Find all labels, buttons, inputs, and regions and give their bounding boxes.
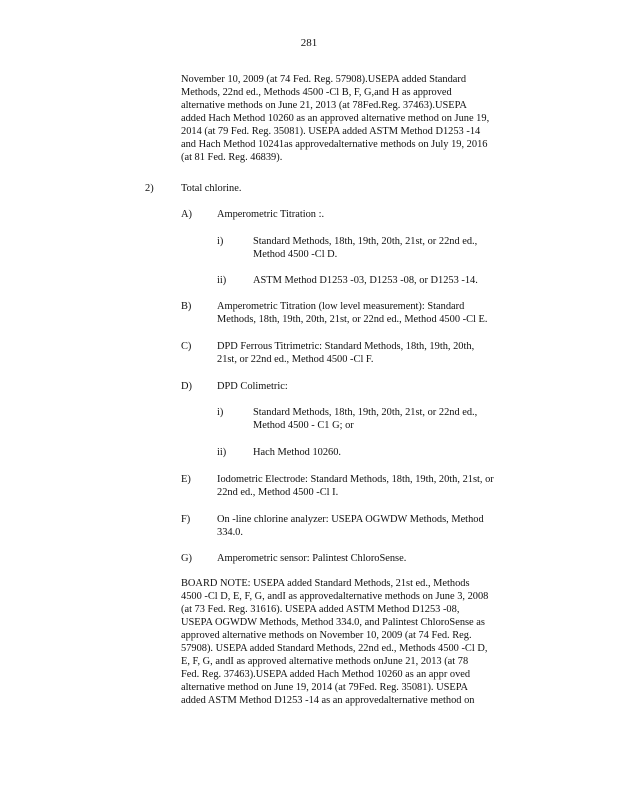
text-line: USEPA OGWDW Methods, Method 334.0, and Palintest ChloroSense as <box>181 617 485 628</box>
text-line: (at 81 Fed. Reg. 46839). <box>181 152 283 163</box>
text-line: Standard Methods, 18th, 19th, 20th, 21st, or 22nd ed., <box>253 236 478 247</box>
text-line: 21st, or 22nd ed., Method 4500 -Cl F. <box>217 354 374 365</box>
subsubitem-label: ii) <box>217 275 227 286</box>
text-line: Method 4500 - C1 G; or <box>253 420 354 431</box>
text-line: Fed. Reg. 37463).USEPA added Hach Method 10260 as an appr oved <box>181 669 471 680</box>
text-line: Methods, 22nd ed., Methods 4500 -Cl B, F, G,and H as approved <box>181 87 452 98</box>
text-line: alternative methods on June 21, 2013 (at 78Fed.Reg. 37463).USEPA <box>181 100 467 111</box>
text-line: added ASTM Method D1253 -14 as an approvedalternative method on <box>181 695 475 706</box>
text-line: and Hach Method 10241as approvedalternative methods on July 19, 2016 <box>181 139 488 150</box>
text-line: Methods, 18th, 19th, 20th, 21st, or 22nd ed., Method 4500 -Cl E. <box>217 314 488 325</box>
subitem-text: DPD Colimetric: <box>217 381 288 392</box>
item-title: Total chlorine. <box>181 183 242 194</box>
text-line: Method 4500 -Cl D. <box>253 249 338 260</box>
subsubitem-label: i) <box>217 407 224 418</box>
subitem-label: D) <box>181 381 192 392</box>
subitem-label: E) <box>181 474 191 485</box>
text-line: 2014 (at 79 Fed. Reg. 35081). USEPA added ASTM Method D1253 -14 <box>181 126 481 137</box>
subitem-label: F) <box>181 514 191 525</box>
text-line: Amperometric Titration (low level measurement): Standard <box>217 301 465 312</box>
subsubitem-label: i) <box>217 236 224 247</box>
text-line: approved alternative methods on November 10, 2009 (at 74 Fed. Reg. <box>181 630 472 641</box>
text-line: November 10, 2009 (at 74 Fed. Reg. 57908).USEPA added Standard <box>181 74 467 85</box>
text-line: alternative method on June 19, 2014 (at 79Fed. Reg. 35081). USEPA <box>181 682 469 693</box>
subitem-label: A) <box>181 209 192 220</box>
text-line: Iodometric Electrode: Standard Methods, 18th, 19th, 20th, 21st, or <box>217 474 494 485</box>
text-line: 4500 -Cl D, E, F, G, andI as approvedalternative methods on June 3, 2008 <box>181 591 489 602</box>
text-line: Standard Methods, 18th, 19th, 20th, 21st, or 22nd ed., <box>253 407 478 418</box>
subsubitem-label: ii) <box>217 447 227 458</box>
text-line: 22nd ed., Method 4500 -Cl I. <box>217 487 339 498</box>
page-number: 281 <box>300 37 318 49</box>
text-line: E, F, G, andI as approved alternative methods onJune 21, 2013 (at 78 <box>181 656 469 667</box>
text-line: On -line chlorine analyzer: USEPA OGWDW Methods, Method <box>217 514 484 525</box>
subitem-label: G) <box>181 553 192 564</box>
text-line: BOARD NOTE: USEPA added Standard Methods, 21st ed., Methods <box>181 578 470 589</box>
subitem-label: C) <box>181 341 192 352</box>
text-line: added Hach Method 10260 as an approved alternative method on June 19, <box>181 113 490 124</box>
text-line: ASTM Method D1253 -03, D1253 -08, or D1253 -14. <box>253 275 478 286</box>
item-number: 2) <box>145 183 154 194</box>
text-line: 57908). USEPA added Standard Methods, 22nd ed., Methods 4500 -Cl D, <box>181 643 488 654</box>
text-line: 334.0. <box>217 527 243 538</box>
text-line: Amperometric sensor: Palintest ChloroSense. <box>217 553 407 564</box>
subitem-label: B) <box>181 301 192 312</box>
text-line: (at 73 Fed. Reg. 31616). USEPA added ASTM Method D1253 -08, <box>181 604 460 615</box>
text-line: Hach Method 10260. <box>253 447 342 458</box>
text-line: DPD Ferrous Titrimetric: Standard Methods, 18th, 19th, 20th, <box>217 341 475 352</box>
subitem-text: Amperometric Titration :. <box>217 209 325 220</box>
